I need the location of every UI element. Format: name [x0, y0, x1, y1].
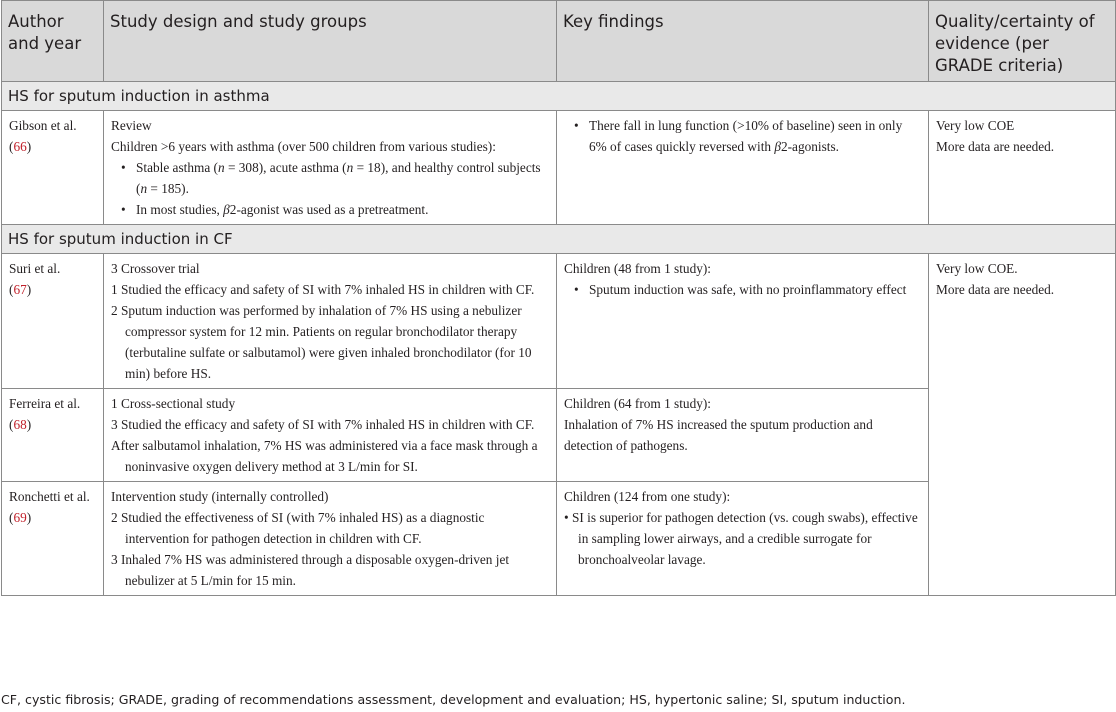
author-name: Suri et al. [9, 261, 61, 276]
design-type: Intervention study (internally controlled) [111, 489, 329, 504]
design-cell [104, 389, 557, 482]
header-design: Study design and study groups [104, 1, 557, 82]
design-text: 1 Studied the efficacy and safety of SI with 7% inhaled HS in children with CF. [111, 282, 535, 297]
reference-link[interactable]: 66 [13, 139, 27, 154]
list-item: • Stable asthma (n = 308), acute asthma (n = 18), and healthy control subjects (n = 185). [136, 157, 549, 199]
design-type: 3 Crossover trial [111, 261, 200, 276]
evidence-table [1, 0, 1116, 596]
quality-cell [929, 111, 1116, 225]
author-name: Ferreira et al. [9, 396, 81, 411]
quality-rating: Very low COE [936, 118, 1015, 133]
author-name: Ronchetti et al. [9, 489, 90, 504]
table-row-suri [2, 254, 1116, 389]
findings-head: Children (48 from 1 study): [564, 261, 711, 276]
quality-note: More data are needed. [936, 139, 1055, 154]
design-text: After salbutamol inhalation, 7% HS was administered via a face mask through a noninvasive oxygen delivery method at 3 L/min for SI. [111, 438, 538, 474]
list-item: • There fall in lung function (>10% of baseline) seen in only 6% of cases quickly reversed with β2-agonists. [589, 115, 921, 157]
section-title-cf: HS for sputum induction in CF [2, 225, 1116, 254]
design-list [111, 157, 549, 220]
author-cell: Ronchetti et al. (69) [2, 482, 104, 596]
section-row-asthma [2, 82, 1116, 111]
findings-head: Children (124 from one study): [564, 489, 731, 504]
reference-link[interactable]: 68 [13, 417, 27, 432]
reference-link[interactable]: 67 [13, 282, 27, 297]
findings-cell [557, 111, 929, 225]
design-text: 3 Inhaled 7% HS was administered through a disposable oxygen-driven jet nebulizer at 5 L/min for 15 min. [111, 552, 510, 588]
author-cell: Suri et al. (67) [2, 254, 104, 389]
findings-text: Inhalation of 7% HS increased the sputum production and detection of pathogens. [564, 417, 873, 453]
section-title-asthma: HS for sputum induction in asthma [2, 82, 1116, 111]
header-author: Author and year [2, 1, 104, 82]
design-text: Children >6 years with asthma (over 500 children from various studies): [111, 139, 496, 154]
header-findings: Key findings [557, 1, 929, 82]
findings-cell [557, 389, 929, 482]
design-type: 1 Cross-sectional study [111, 396, 236, 411]
author-name: Gibson et al. [9, 118, 77, 133]
quality-cell [929, 254, 1116, 596]
list-item: • Sputum induction was safe, with no proinflammatory effect [589, 279, 921, 300]
table-row-gibson [2, 111, 1116, 225]
findings-list [564, 115, 921, 157]
quality-note: More data are needed. [936, 282, 1055, 297]
header-quality: Quality/certainty of evidence (per GRADE criteria) [929, 1, 1116, 82]
design-type: Review [111, 118, 152, 133]
author-cell: Gibson et al. (66) [2, 111, 104, 225]
design-text: 2 Studied the effectiveness of SI (with 7% inhaled HS) as a diagnostic intervention for pathogen detection in children with CF. [111, 510, 485, 546]
findings-cell [557, 254, 929, 389]
findings-bullet: • SI is superior for pathogen detection (vs. cough swabs), effective in sampling lower airways, and a credible surrogate for bronchoalveolar lavage. [564, 510, 918, 567]
design-cell [104, 111, 557, 225]
table-footnote: CF, cystic fibrosis; GRADE, grading of recommendations assessment, development and evaluation; HS, hypertonic saline; SI, sputum induction. [1, 692, 906, 707]
design-cell [104, 482, 557, 596]
findings-cell [557, 482, 929, 596]
design-text: 2 Sputum induction was performed by inhalation of 7% HS using a nebulizer compressor system for 12 min. Patients on regular bronchodilator therapy (terbutaline sulfate or salbutamol) were given inhaled bronchodilator (for 10 min) before HS. [111, 303, 532, 381]
design-text: 3 Studied the efficacy and safety of SI with 7% inhaled HS in children with CF. [111, 417, 535, 432]
header-row [2, 1, 1116, 82]
findings-list [564, 279, 921, 300]
design-cell [104, 254, 557, 389]
findings-head: Children (64 from 1 study): [564, 396, 711, 411]
quality-rating: Very low COE. [936, 261, 1018, 276]
list-item: • In most studies, β2-agonist was used as a pretreatment. [136, 199, 549, 220]
reference-link[interactable]: 69 [13, 510, 27, 525]
section-row-cf [2, 225, 1116, 254]
author-cell: Ferreira et al. (68) [2, 389, 104, 482]
